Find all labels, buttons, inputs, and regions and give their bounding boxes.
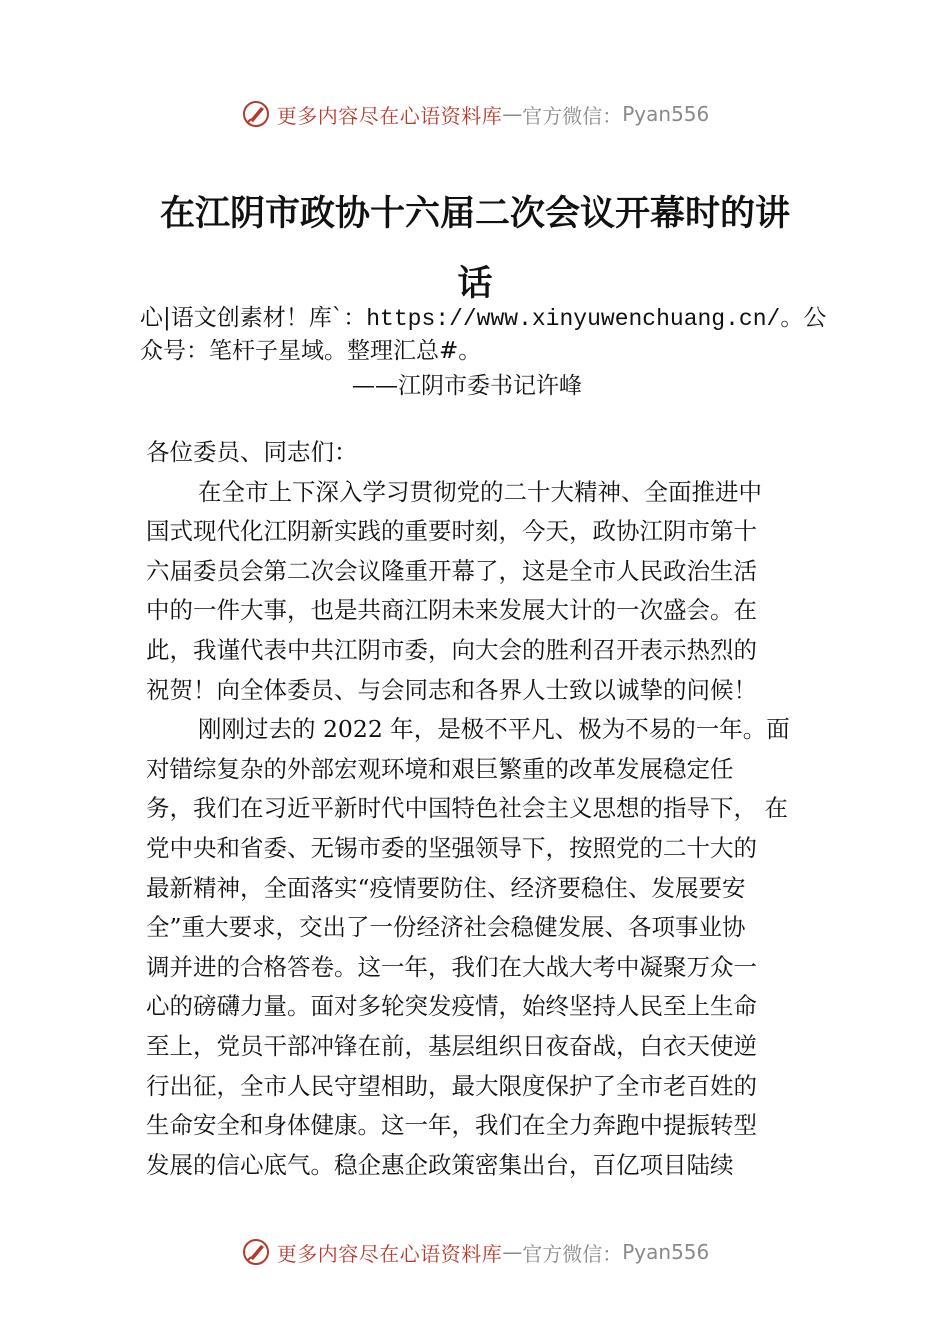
body-line: 最新精神，全面落实“疫情要防住、经济要稳住、发展要安 xyxy=(146,873,746,902)
source-prefix: 心|语文创素材！库`： xyxy=(140,305,367,331)
body-line: 生命安全和身体健康。这一年，我们在全力奔跑中提振转型 xyxy=(146,1111,757,1140)
source-url: https://www.xinyuwenchuang.cn/ xyxy=(366,306,781,332)
body-line: 发展的信心底气。稳企惠企政策密集出台，百亿项目陆续 xyxy=(146,1150,734,1179)
source-line-1 xyxy=(140,302,830,335)
body-line: 国式现代化江阴新实践的重要时刻，今天，政协江阴市第十 xyxy=(146,517,757,546)
body-line: 心的磅礴力量。面对多轮突发疫情，始终坚持人民至上生命 xyxy=(146,992,757,1021)
banner-separator: — xyxy=(502,1240,523,1264)
banner-separator: — xyxy=(502,102,523,126)
banner-text: 更多内容尽在心语资料库 xyxy=(276,103,503,128)
footer-banner xyxy=(0,1232,950,1272)
body-line: 在全市上下深入学习贯彻党的二十大精神、全面推进中 xyxy=(198,477,762,506)
body-line: 祝贺！向全体委员、与会同志和各界人士致以诚挚的问候！ xyxy=(146,675,757,704)
banner-wechat-id: Pyan556 xyxy=(622,102,710,126)
document-title-line-2: 话 xyxy=(457,263,493,304)
banner-wechat-id: Pyan556 xyxy=(622,1240,710,1264)
header-banner xyxy=(0,94,950,134)
body-line: 务，我们在习近平新时代中国特色社会主义思想的指导下， 在 xyxy=(146,794,788,823)
author-line: ——江阴市委书记许峰 xyxy=(352,373,582,399)
salutation: 各位委员、同志们： xyxy=(146,438,358,466)
source-line-2: 众号：笔杆子星域。整理汇总#。 xyxy=(140,338,482,364)
quill-pen-logo-icon xyxy=(241,1237,271,1267)
source-note xyxy=(140,302,830,367)
body-line: 六届委员会第二次会议隆重开幕了，这是全市人民政治生活 xyxy=(146,556,757,585)
banner-wechat-label: 官方微信： xyxy=(522,103,623,128)
banner-wechat-label: 官方微信： xyxy=(522,1241,623,1266)
body-line: 至上，党员干部冲锋在前，基层组织日夜奋战，白衣天使逆 xyxy=(146,1031,757,1060)
banner-text: 更多内容尽在心语资料库 xyxy=(276,1241,503,1266)
document-title-line-1: 在江阴市政协十六届二次会议开幕时的讲 xyxy=(159,193,790,234)
body-line: 刚刚过去的 2022 年，是极不平凡、极为不易的一年。面 xyxy=(198,715,790,744)
body-line: 对错综复杂的外部宏观环境和艰巨繁重的改革发展稳定任 xyxy=(146,754,734,783)
body-line: 调并进的合格答卷。这一年，我们在大战大考中凝聚万众一 xyxy=(146,952,757,981)
body-line: 此，我谨代表中共江阴市委，向大会的胜利召开表示热烈的 xyxy=(146,635,757,664)
document-body xyxy=(146,433,826,1185)
body-line: 党中央和省委、无锡市委的坚强领导下，按照党的二十大的 xyxy=(146,833,757,862)
body-line: 全”重大要求，交出了一份经济社会稳健发展、各项事业协 xyxy=(146,913,746,942)
quill-pen-logo-icon xyxy=(241,99,271,129)
body-line: 中的一件大事，也是共商江阴未来发展大计的一次盛会。在 xyxy=(146,596,757,625)
source-suffix: 。公 xyxy=(780,305,827,331)
body-line: 行出征，全市人民守望相助，最大限度保护了全市老百姓的 xyxy=(146,1071,757,1100)
